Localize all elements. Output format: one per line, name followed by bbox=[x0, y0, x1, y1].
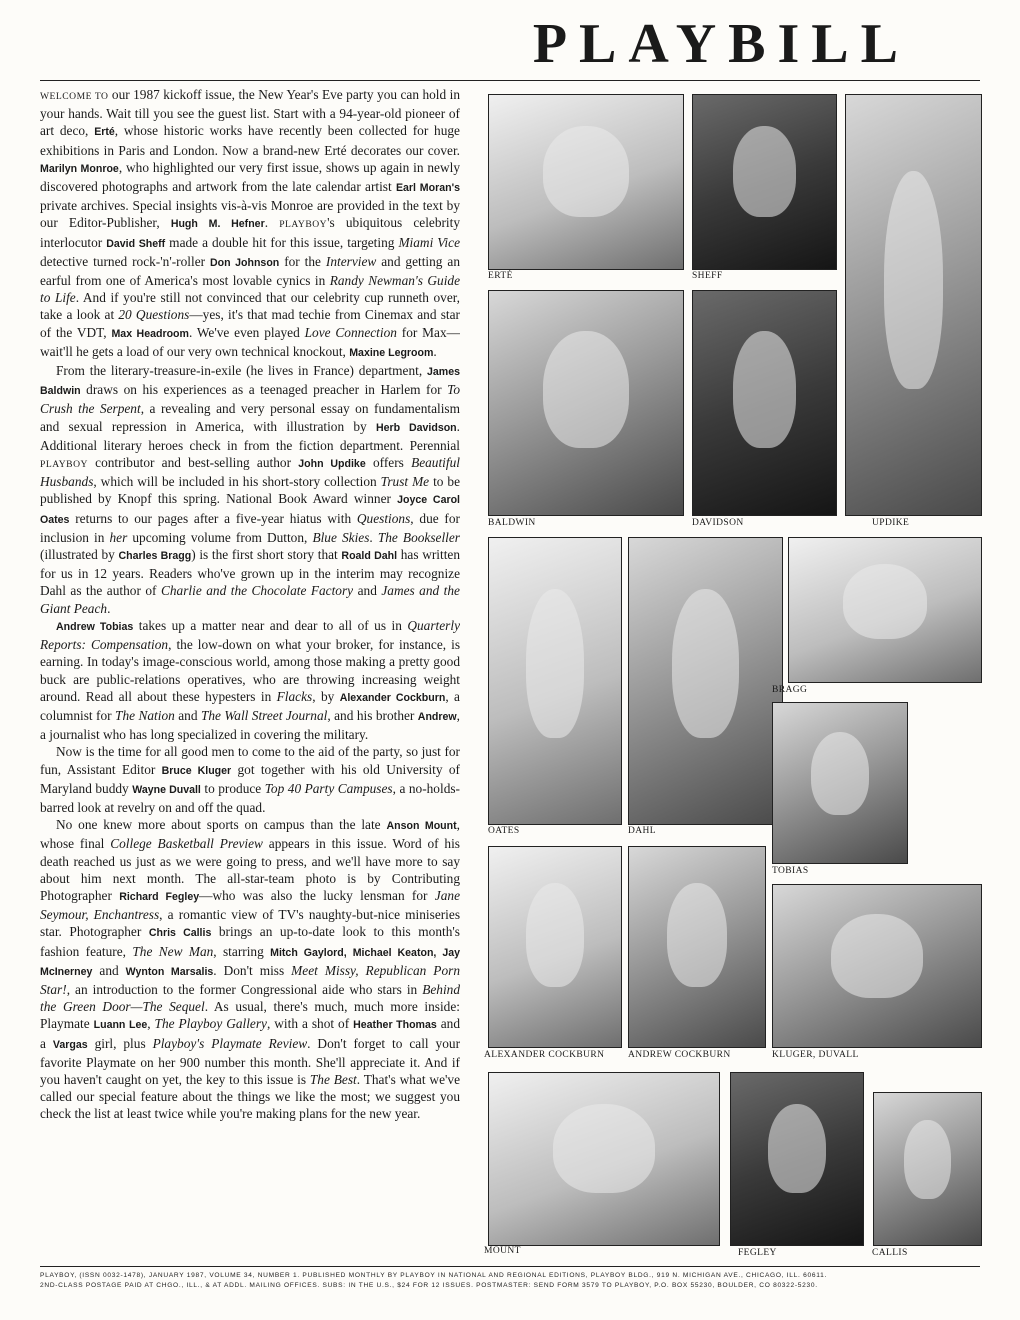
caption-baldwin: BALDWIN bbox=[488, 518, 536, 528]
photo-mount bbox=[488, 1072, 720, 1246]
title-italic: The Playboy Gallery bbox=[154, 1016, 267, 1032]
text: , an introduction to the former Congressional aide who stars in bbox=[66, 981, 423, 997]
text: . bbox=[107, 600, 111, 616]
title-italic: James and the Giant Peach bbox=[40, 583, 460, 616]
text: . That's what we've called our special feature about the things we like the most; we suggest you check the list at least twice while you're making plans for the new year. bbox=[40, 1071, 460, 1122]
name-updike: John Updike bbox=[298, 458, 366, 471]
text: ) is the first short story that bbox=[191, 547, 342, 563]
name-monroe: Marilyn Monroe bbox=[40, 162, 119, 175]
title-italic: To Crush the Serpent bbox=[40, 382, 460, 417]
text: —who was also the lucky lensman for bbox=[199, 887, 435, 903]
text: , starring bbox=[213, 943, 271, 959]
name-baldwin: James Baldwin bbox=[40, 366, 460, 398]
title-italic: her bbox=[109, 529, 128, 545]
name-tobias: Andrew Tobias bbox=[56, 620, 134, 633]
text: , a columnist for bbox=[40, 688, 460, 723]
text: , due for inclusion in bbox=[40, 510, 460, 545]
name-thomas: Heather Thomas bbox=[353, 1019, 437, 1032]
text: . bbox=[264, 215, 280, 231]
text: (illustrated by bbox=[40, 547, 119, 563]
paragraph-3 bbox=[40, 617, 460, 743]
text: and a bbox=[40, 1016, 460, 1051]
text: upcoming volume from Dutton, bbox=[127, 529, 313, 545]
title-italic: The Best bbox=[309, 1071, 357, 1087]
caption-tobias: TOBIAS bbox=[772, 866, 809, 876]
text: contributor and best-selling author bbox=[87, 455, 299, 471]
text: , a revealing and very personal essay on fundamentalism and sexual repression in America, with illustration by bbox=[40, 401, 460, 434]
footer-line-2: 2ND-CLASS POSTAGE PAID AT CHGO., ILL., & AT ADDL. MAILING OFFICES. SUBS: IN THE U.S., $24 FOR 12 ISSUES. POSTMASTER: SEND FORM 3579 TO PLAYBOY, P.O. BOX 55230, BOULDER, CO 80322-5230. bbox=[40, 1282, 818, 1289]
title-italic: Interview bbox=[325, 253, 377, 269]
text: . Don't miss bbox=[213, 962, 292, 978]
text: . bbox=[369, 529, 378, 545]
title-italic: Blue Skies bbox=[312, 529, 370, 545]
text: detective turned rock-'n'-roller bbox=[40, 253, 210, 269]
caption-kluger-duvall: KLUGER, DUVALL bbox=[772, 1050, 859, 1060]
text: and bbox=[92, 962, 126, 978]
article-body bbox=[40, 86, 460, 1256]
title-italic: Charlie and the Chocolate Factory bbox=[160, 583, 354, 599]
text: , and his brother bbox=[327, 707, 418, 723]
name-johnson: Don Johnson bbox=[210, 256, 280, 269]
text: —yes, it's that mad techie from Cinemax and star of the VDT, bbox=[40, 307, 460, 340]
caption-dahl: DAHL bbox=[628, 826, 656, 836]
title-italic: Flacks bbox=[276, 688, 313, 704]
title-italic: The New Man bbox=[132, 943, 214, 959]
name-lee: Luann Lee bbox=[93, 1019, 148, 1032]
photo-dahl bbox=[628, 537, 783, 825]
name-bragg: Charles Bragg bbox=[118, 550, 192, 563]
text: . Don't forget to call your favorite Playmate on her 900 number this month. She'll appreciate it. And if you haven't caught on yet, the key to this issue is bbox=[40, 1035, 460, 1087]
title-italic: Meet Missy, Republican Porn Star! bbox=[40, 962, 460, 997]
caption-davidson: DAVIDSON bbox=[692, 518, 744, 528]
photo-alexander-cockburn bbox=[488, 846, 622, 1048]
text: offers bbox=[365, 455, 412, 471]
text: for Max—wait'll he gets a load of our very own technical knockout, bbox=[40, 324, 460, 359]
name-sheff: David Sheff bbox=[106, 237, 166, 250]
text: No one knew more about sports on campus than the late bbox=[56, 817, 387, 833]
title-italic: Beautiful Husbands bbox=[40, 455, 460, 490]
small-caps: PLAYBOY bbox=[40, 459, 88, 471]
name-headroom: Max Headroom bbox=[111, 327, 189, 340]
paragraph-2 bbox=[40, 362, 460, 617]
title-italic: Questions bbox=[356, 510, 411, 526]
text: for the bbox=[279, 253, 326, 269]
text: . As usual, there's much, much more inside: Playmate bbox=[40, 999, 460, 1032]
text: got together with his old University of Maryland buddy bbox=[40, 761, 460, 796]
name-hefner: Hugh M. Hefner bbox=[170, 218, 265, 231]
text: . bbox=[433, 343, 437, 359]
name-moran: Earl Moran's bbox=[395, 182, 460, 195]
text: to produce bbox=[200, 780, 265, 796]
title-italic: The Nation bbox=[115, 707, 175, 723]
text: , whose historic works have recently been collected for huge exhibitions in Paris and London. Now a brand-new Erté decorates our cover. bbox=[40, 123, 460, 158]
photo-callis bbox=[873, 1092, 982, 1246]
photo-tobias bbox=[772, 702, 908, 864]
text: Now is the time for all good men to come to the aid of the party, so just for fun, Assistant Editor bbox=[40, 744, 460, 777]
caption-callis: CALLIS bbox=[872, 1248, 908, 1258]
text: has written for us in 12 years. Readers who've grown up in the interim may recognize Dahl as the author of bbox=[40, 547, 460, 599]
text: From the literary-treasure-in-exile (he lives in France) department, bbox=[56, 363, 427, 379]
text: . Additional literary heroes check in from the fiction department. Perennial bbox=[40, 418, 460, 453]
name-gaylord-keaton-mcinerney: Mitch Gaylord, Michael Keaton, Jay McInerney bbox=[40, 946, 460, 978]
text: and getting an earful from one of America's most lovable cynics in bbox=[40, 253, 460, 289]
name-fegley: Richard Fegley bbox=[119, 890, 200, 903]
text: private archives. Special insights vis-à-vis Monroe are provided in the text by our Editor-Publisher, bbox=[40, 198, 460, 231]
photo-andrew-cockburn bbox=[628, 846, 766, 1048]
text: and bbox=[174, 707, 201, 723]
text: , a romantic view of TV's naughty-but-nice miniseries star. Photographer bbox=[40, 907, 460, 940]
text: , a journalist who has long specialized in covering the military. bbox=[40, 707, 460, 743]
header-rule bbox=[40, 80, 980, 81]
photo-davidson bbox=[692, 290, 837, 516]
text: , who highlighted our very first issue, shows up again in newly discovered photographs and artwork from the late calendar artist bbox=[40, 159, 460, 195]
text: appears in this issue. Word of his death reached us just as we were going to press, and we'll have more to say about him next month. The all-star-team photo is by Contributing Photographer bbox=[40, 836, 460, 903]
caption-fegley: FEGLEY bbox=[738, 1248, 777, 1258]
photo-baldwin bbox=[488, 290, 684, 516]
text: girl, plus bbox=[87, 1035, 153, 1051]
name-kluger: Bruce Kluger bbox=[161, 764, 232, 777]
text: brings an up-to-date look to this month's fashion feature, bbox=[40, 924, 460, 959]
text: , with a shot of bbox=[266, 1016, 354, 1032]
name-andrew: Andrew bbox=[417, 710, 457, 723]
name-oates: Joyce Carol Oates bbox=[40, 494, 460, 526]
text: 's ubiquitous celebrity interlocutor bbox=[40, 215, 460, 250]
title-italic: Quarterly Reports: Compensation bbox=[40, 617, 460, 653]
title-italic: Love Connection bbox=[304, 324, 397, 340]
text: to be published by Knopf this spring. National Book Award winner bbox=[40, 474, 460, 507]
text: . We've even played bbox=[188, 324, 305, 340]
title-italic: Miami Vice bbox=[398, 234, 460, 250]
name-dahl: Roald Dahl bbox=[341, 550, 398, 563]
caption-alexander-cockburn: ALEXANDER COCKBURN bbox=[484, 1050, 605, 1060]
name-marsalis: Wynton Marsalis bbox=[125, 965, 214, 978]
title-italic: Trust Me bbox=[380, 474, 430, 490]
name-vargas: Vargas bbox=[52, 1038, 88, 1051]
photo-fegley bbox=[730, 1072, 864, 1246]
caption-bragg: BRAGG bbox=[772, 685, 808, 695]
small-caps: WELCOME TO bbox=[40, 91, 109, 102]
paragraph-4 bbox=[40, 743, 460, 816]
text: , the low-down on what your broker, for instance, is earning. In today's image-conscious world, among those making a pretty good buck are public-relations operatives, who are throwing increasing weight around. Read all about these hypesters in bbox=[40, 637, 460, 704]
text: , which will be included in his short-story collection bbox=[93, 474, 381, 490]
name-legroom: Maxine Legroom bbox=[349, 346, 434, 359]
caption-sheff: SHEFF bbox=[692, 271, 723, 281]
text: and bbox=[353, 583, 382, 599]
title-italic: The Wall Street Journal bbox=[200, 707, 328, 723]
text: , by bbox=[312, 688, 340, 704]
name-mount: Anson Mount bbox=[386, 820, 457, 833]
title-italic: Behind the Green Door—The Sequel bbox=[40, 981, 460, 1015]
text: returns to our pages after a five-year hiatus with bbox=[69, 510, 357, 526]
text: our 1987 kickoff issue, the New Year's Eve party you can hold in your hands. Wait till you see the guest list. Start with a 94-year-old pioneer of art deco, bbox=[40, 87, 460, 139]
paragraph-5 bbox=[40, 816, 460, 1122]
footer-line-1: PLAYBOY, (ISSN 0032-1478), JANUARY 1987, VOLUME 34, NUMBER 1. PUBLISHED MONTHLY BY PLAYBOY IN NATIONAL AND REGIONAL EDITIONS, PLAYBOY BLDG., 919 N. MICHIGAN AVE., CHICAGO, ILL. 60611. bbox=[40, 1272, 827, 1279]
name-duvall: Wayne Duvall bbox=[132, 783, 201, 796]
page-title: PLAYBILL bbox=[532, 13, 910, 75]
text: made a double hit for this issue, targeting bbox=[165, 234, 399, 250]
caption-oates: OATES bbox=[488, 826, 520, 836]
text: . And if you're still not convinced that our celebrity cup runneth over, take a look at bbox=[40, 290, 460, 323]
caption-mount: MOUNT bbox=[484, 1246, 521, 1256]
caption-updike: UPDIKE bbox=[872, 518, 910, 528]
photo-erte bbox=[488, 94, 684, 270]
name-alexander-cockburn: Alexander Cockburn bbox=[339, 691, 446, 704]
title-italic: Top 40 Party Campuses bbox=[264, 780, 393, 796]
text: draws on his experiences as a teenaged preacher in Harlem for bbox=[80, 382, 448, 398]
text: takes up a matter near and dear to all of us in bbox=[133, 617, 408, 633]
name-erte: Erté bbox=[94, 126, 115, 139]
paragraph-1 bbox=[40, 86, 460, 362]
title-italic: College Basketball Preview bbox=[110, 836, 263, 852]
caption-erte: ERTÉ bbox=[488, 271, 513, 281]
photo-updike bbox=[845, 94, 982, 516]
title-italic: Playboy's Playmate Review bbox=[152, 1035, 308, 1051]
title-italic: 20 Questions bbox=[118, 307, 190, 323]
name-davidson: Herb Davidson bbox=[375, 421, 457, 434]
photo-oates bbox=[488, 537, 622, 825]
name-callis: Chris Callis bbox=[148, 927, 212, 940]
text: , bbox=[147, 1016, 155, 1032]
text: , a no-holds-barred look at revelry on and off the quad. bbox=[40, 780, 460, 815]
title-italic: The Bookseller bbox=[377, 529, 460, 545]
title-italic: Jane Seymour, Enchantress bbox=[40, 887, 460, 923]
title-italic: Randy Newman's Guide to Life bbox=[40, 273, 460, 306]
text: , whose final bbox=[40, 817, 460, 852]
photo-kluger-duvall bbox=[772, 884, 982, 1048]
publication-footer bbox=[40, 1266, 980, 1291]
photo-bragg bbox=[788, 537, 982, 683]
caption-andrew-cockburn: ANDREW COCKBURN bbox=[628, 1050, 731, 1060]
photo-sheff bbox=[692, 94, 837, 270]
small-caps: PLAYBOY bbox=[279, 219, 328, 231]
